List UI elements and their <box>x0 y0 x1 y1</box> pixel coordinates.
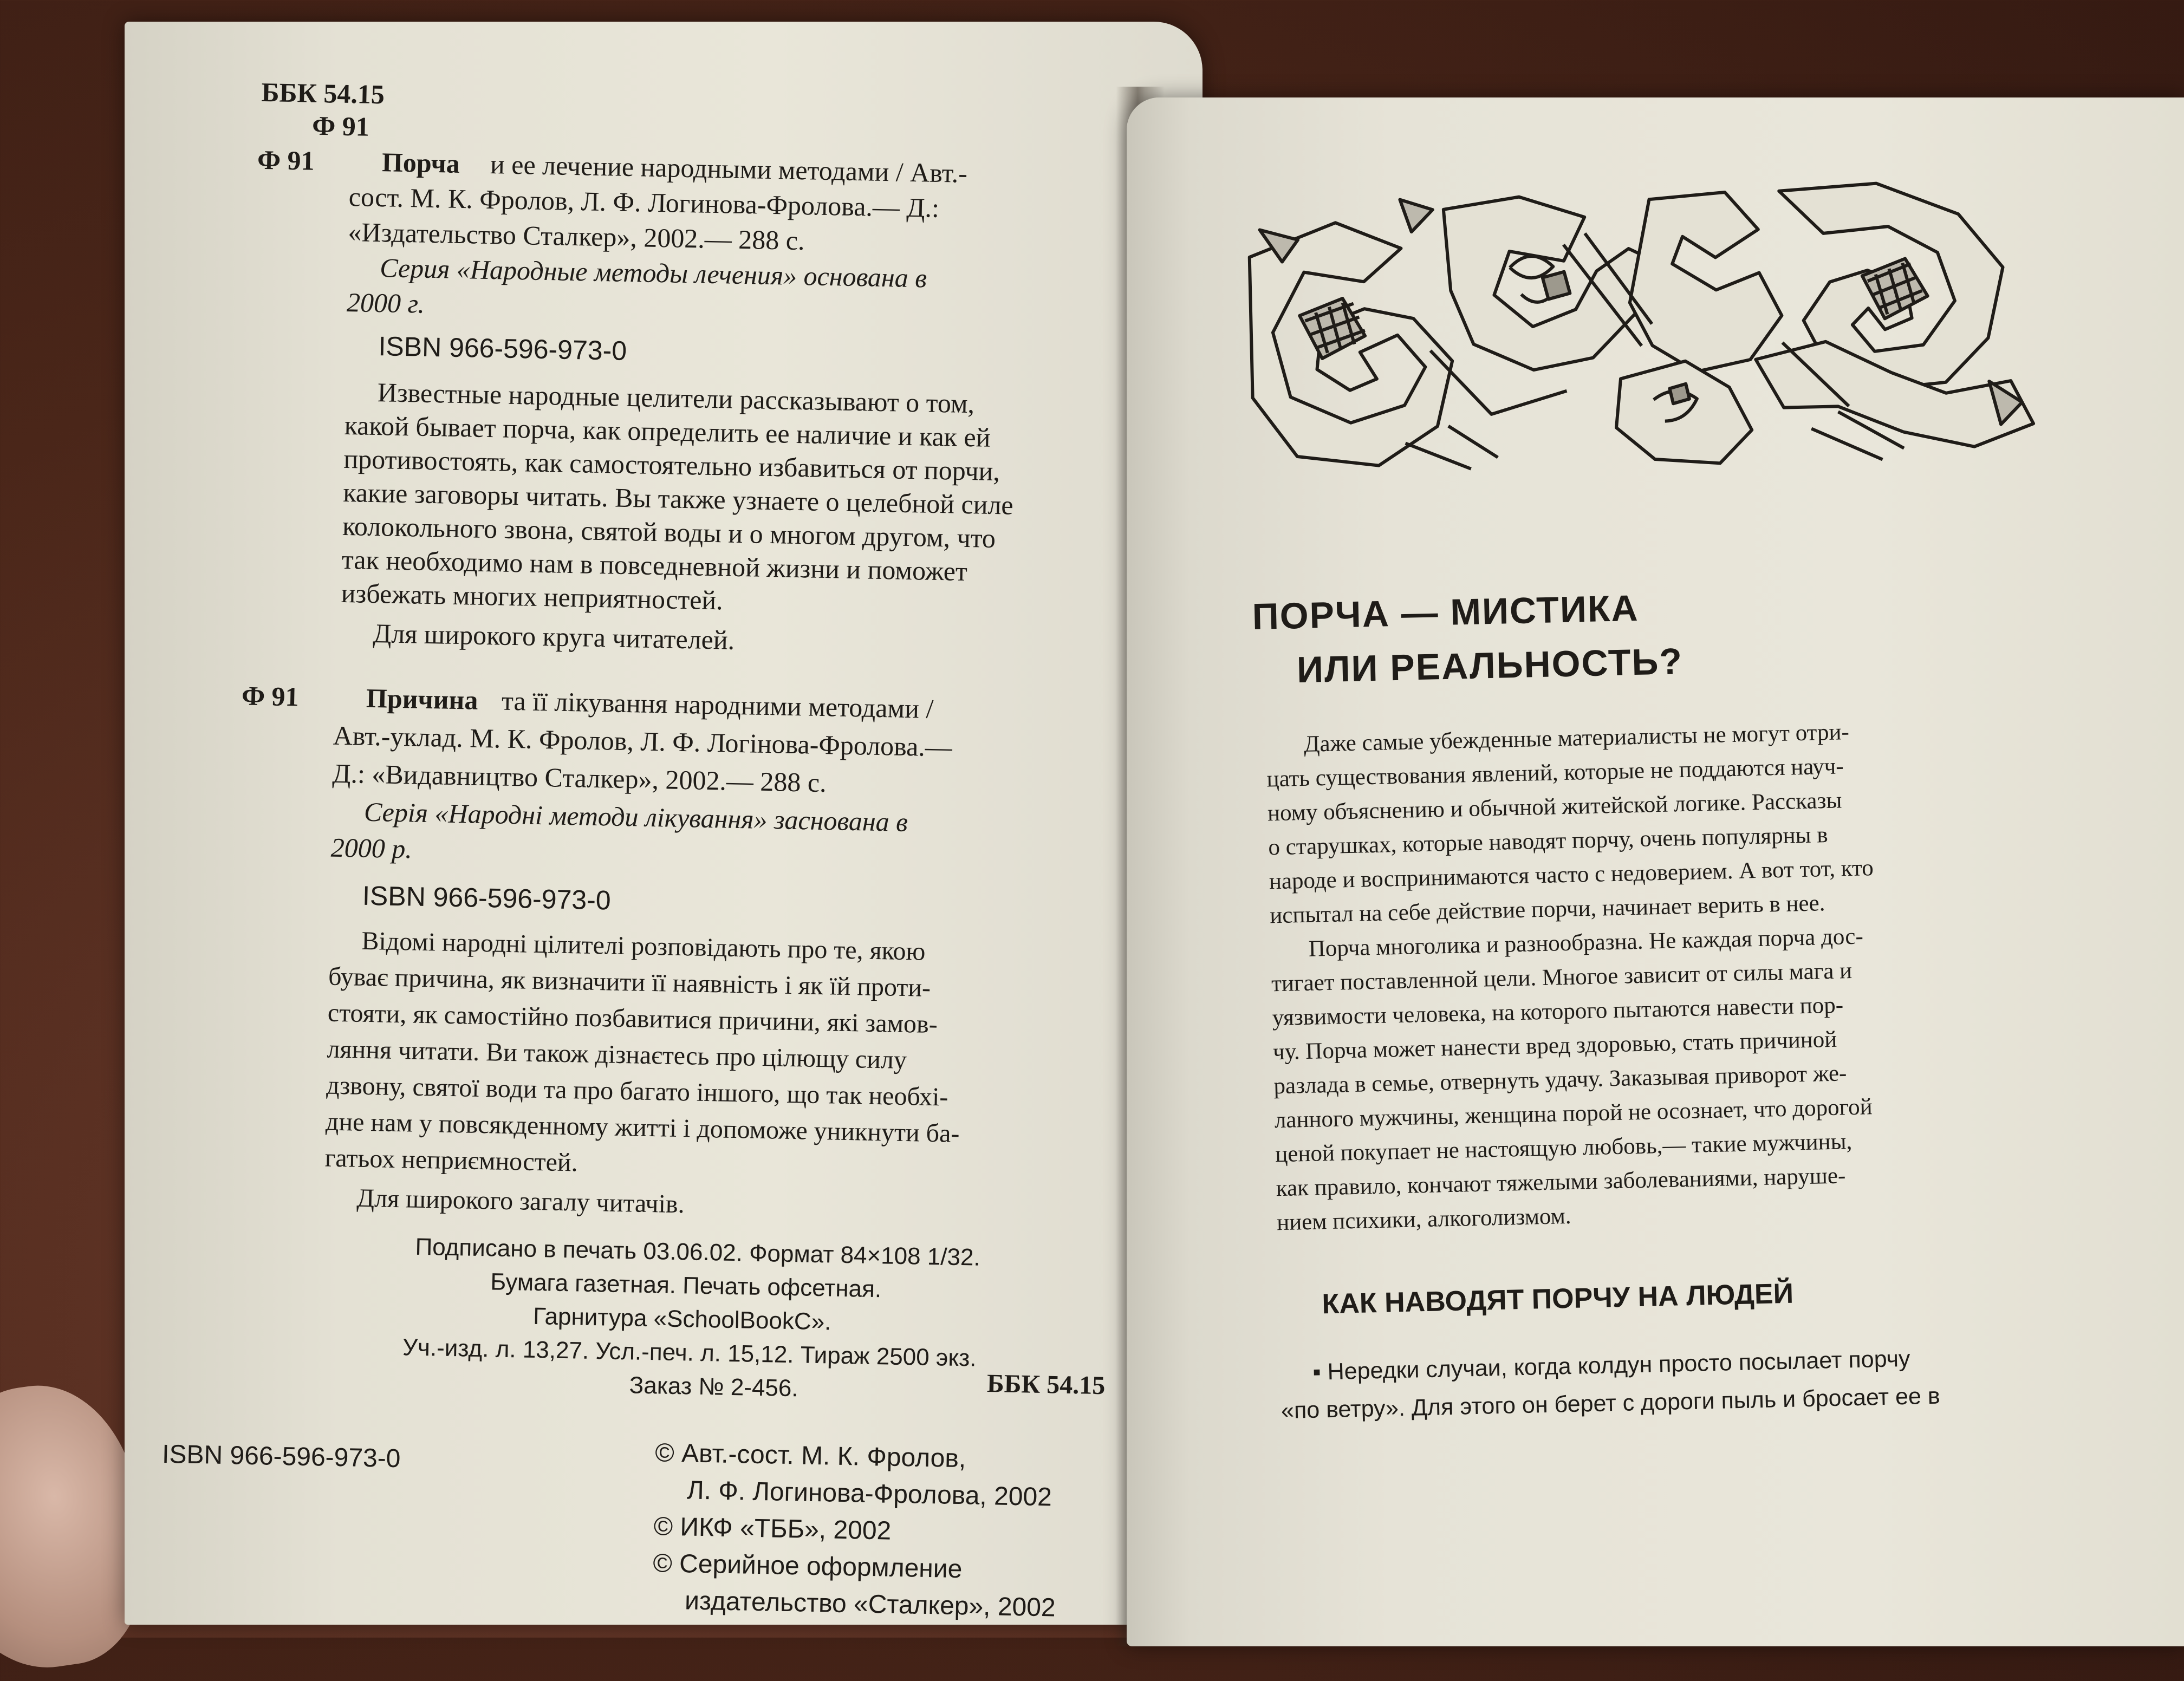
right-page <box>1127 97 2184 1646</box>
ukr-entry-code: Ф 91 <box>241 680 300 712</box>
ukr-annotation-line: буває причина, як визначити її наявність і як їй проти- <box>328 962 931 1002</box>
ukr-series-line: Серія «Народні методи лікування» заснована в <box>363 796 908 838</box>
paragraph-line: Даже самые убежденные материалисты не могут отри- <box>1303 719 1850 757</box>
imprint-line: Заказ № 2-456. <box>629 1372 799 1402</box>
imprint-line: Подписано в печать 03.06.02. Формат 84×108 1/32. <box>415 1233 981 1271</box>
paragraph-line: нием психики, алкоголизмом. <box>1276 1203 1572 1236</box>
ukr-entry-line: та її лікування народними методами / <box>501 685 934 724</box>
copyright-line: издательство «Сталкер», 2002 <box>684 1586 1056 1623</box>
rus-entry-code: Ф 91 <box>257 144 315 176</box>
paragraph-line: Порча многолика и разнообразна. Не каждая порча дос- <box>1308 923 1864 962</box>
paragraph-line: цать существования явлений, которые не поддаются науч- <box>1266 753 1844 792</box>
rus-series-line: Серия «Народные методы лечения» основана в <box>379 252 927 294</box>
chapter-title-line: ПОРЧА — МИСТИКА <box>1251 587 1640 637</box>
imprint-line: Гарнитура «SchoolBookC». <box>532 1302 831 1335</box>
rus-isbn: ISBN 966-596-973-0 <box>378 331 627 366</box>
copyright-line: Л. Ф. Логинова-Фролова, 2002 <box>686 1476 1052 1512</box>
rus-entry-title: Порча <box>381 147 460 179</box>
copyright-line: © Авт.-сост. М. К. Фролов, <box>654 1438 966 1474</box>
rus-annotation-line: так необходимо нам в повседневной жизни и поможет <box>341 544 968 587</box>
rus-series-line: 2000 г. <box>346 286 425 319</box>
paragraph-line: уязвимости человека, на которого пытаются навести пор- <box>1272 992 1844 1031</box>
chapter-title-line: ИЛИ РЕАЛЬНОСТЬ? <box>1296 640 1683 691</box>
imprint-line: Бумага газетная. Печать офсетная. <box>490 1268 882 1303</box>
paragraph-line: ценой покупает не настоящую любовь,— такие мужчины, <box>1275 1129 1852 1168</box>
rus-entry-line: «Издательство Сталкер», 2002.— 288 с. <box>348 216 805 256</box>
section-subheading: КАК НАВОДЯТ ПОРЧУ НА ЛЮДЕЙ <box>1321 1278 1794 1320</box>
ukr-series-line: 2000 р. <box>330 832 413 864</box>
rus-audience: Для широкого круга читателей. <box>372 618 735 655</box>
folk-ornament-illustration-icon <box>1237 174 2040 485</box>
bullet-line: ▪ Нередки случаи, когда колдун просто посылает порчу <box>1312 1345 1911 1385</box>
bbk-code: ББК 54.15 <box>261 76 385 110</box>
ukr-annotation-line: Відомі народні цілителі розповідають про те, якою <box>361 926 926 966</box>
rus-annotation-line: избежать многих неприятностей. <box>341 577 724 616</box>
isbn-bottom: ISBN 966-596-973-0 <box>161 1439 401 1474</box>
rus-entry-line: сост. М. К. Фролов, Л. Ф. Логинова-Фролова.— Д.: <box>348 181 940 223</box>
paragraph-line: как правило, кончают тяжелыми заболеваниями, наруше- <box>1276 1163 1846 1202</box>
ukr-annotation-line: гатьох неприємностей. <box>324 1143 578 1177</box>
bullet-line: «по ветру». Для этого он берет с дороги пыль и бросает ее в <box>1280 1383 1941 1424</box>
rus-entry-line: и ее лечение народными методами / Авт.- <box>490 149 968 188</box>
rus-annotation-line: какие заговоры читать. Вы также узнаете о целебной силе <box>342 477 1014 520</box>
left-page <box>125 22 1202 1625</box>
author-code-top: Ф 91 <box>311 110 370 142</box>
paragraph-line: чу. Порча может нанести вред здоровью, стать причиной <box>1272 1026 1837 1065</box>
copyright-line: © Серийное оформление <box>653 1549 963 1584</box>
ukr-annotation-line: ляння читати. Ви також дізнаєтесь про цілющу силу <box>327 1034 907 1075</box>
ukr-audience: Для широкого загалу читачів. <box>356 1183 685 1219</box>
paragraph-line: о старушках, которые наводят порчу, очень популярны в <box>1268 822 1829 861</box>
ukr-entry-title: Причина <box>366 682 478 715</box>
copyright-line: © ИКФ «ТББ», 2002 <box>653 1512 892 1546</box>
rus-annotation-line: противостоять, как самостоятельно избавиться от порчи, <box>343 443 1000 487</box>
paragraph-line: разлада в семье, отвернуть удачу. Заказывая приворот же- <box>1273 1060 1847 1099</box>
rus-annotation-line: колокольного звона, святой воды и о многом другом, что <box>342 510 996 554</box>
ukr-isbn: ISBN 966-596-973-0 <box>362 880 612 916</box>
paragraph-line: испытал на себе действие порчи, начинает верить в нее. <box>1269 890 1825 929</box>
ukr-annotation-line: дзвону, святої води та про багато іншого, що так необхі- <box>326 1071 948 1112</box>
paragraph-line: народе и воспринимаются часто с недоверием. А вот тот, кто <box>1269 855 1874 895</box>
paragraph-line: ланного мужчины, женщина порой не осознает, что дорогой <box>1274 1094 1873 1133</box>
bbk-bottom: ББК 54.15 <box>986 1369 1106 1400</box>
ukr-annotation-line: дне нам у повсякденному житті і допоможе уникнути ба- <box>325 1107 960 1148</box>
ukr-entry-line: Авт.-уклад. М. К. Фролов, Л. Ф. Логінова-Фролова.— <box>333 720 953 763</box>
paragraph-line: ному объяснению и обычной житейской логике. Рассказы <box>1267 787 1842 826</box>
ukr-entry-line: Д.: «Видавництво Сталкер», 2002.— 288 с. <box>332 758 827 798</box>
rus-annotation-line: Известные народные целители рассказывают о том, <box>377 377 975 419</box>
ukr-annotation-line: стояти, як самостійно позбавитися причини, які замов- <box>327 998 938 1039</box>
paragraph-line: тигает поставленной цели. Многое зависит от силы мага и <box>1271 958 1852 997</box>
rus-annotation-line: какой бывает порча, как определить ее наличие и как ей <box>344 409 991 453</box>
imprint-line: Уч.-изд. л. 13,27. Усл.-печ. л. 15,12. Тираж 2500 экз. <box>402 1334 977 1372</box>
